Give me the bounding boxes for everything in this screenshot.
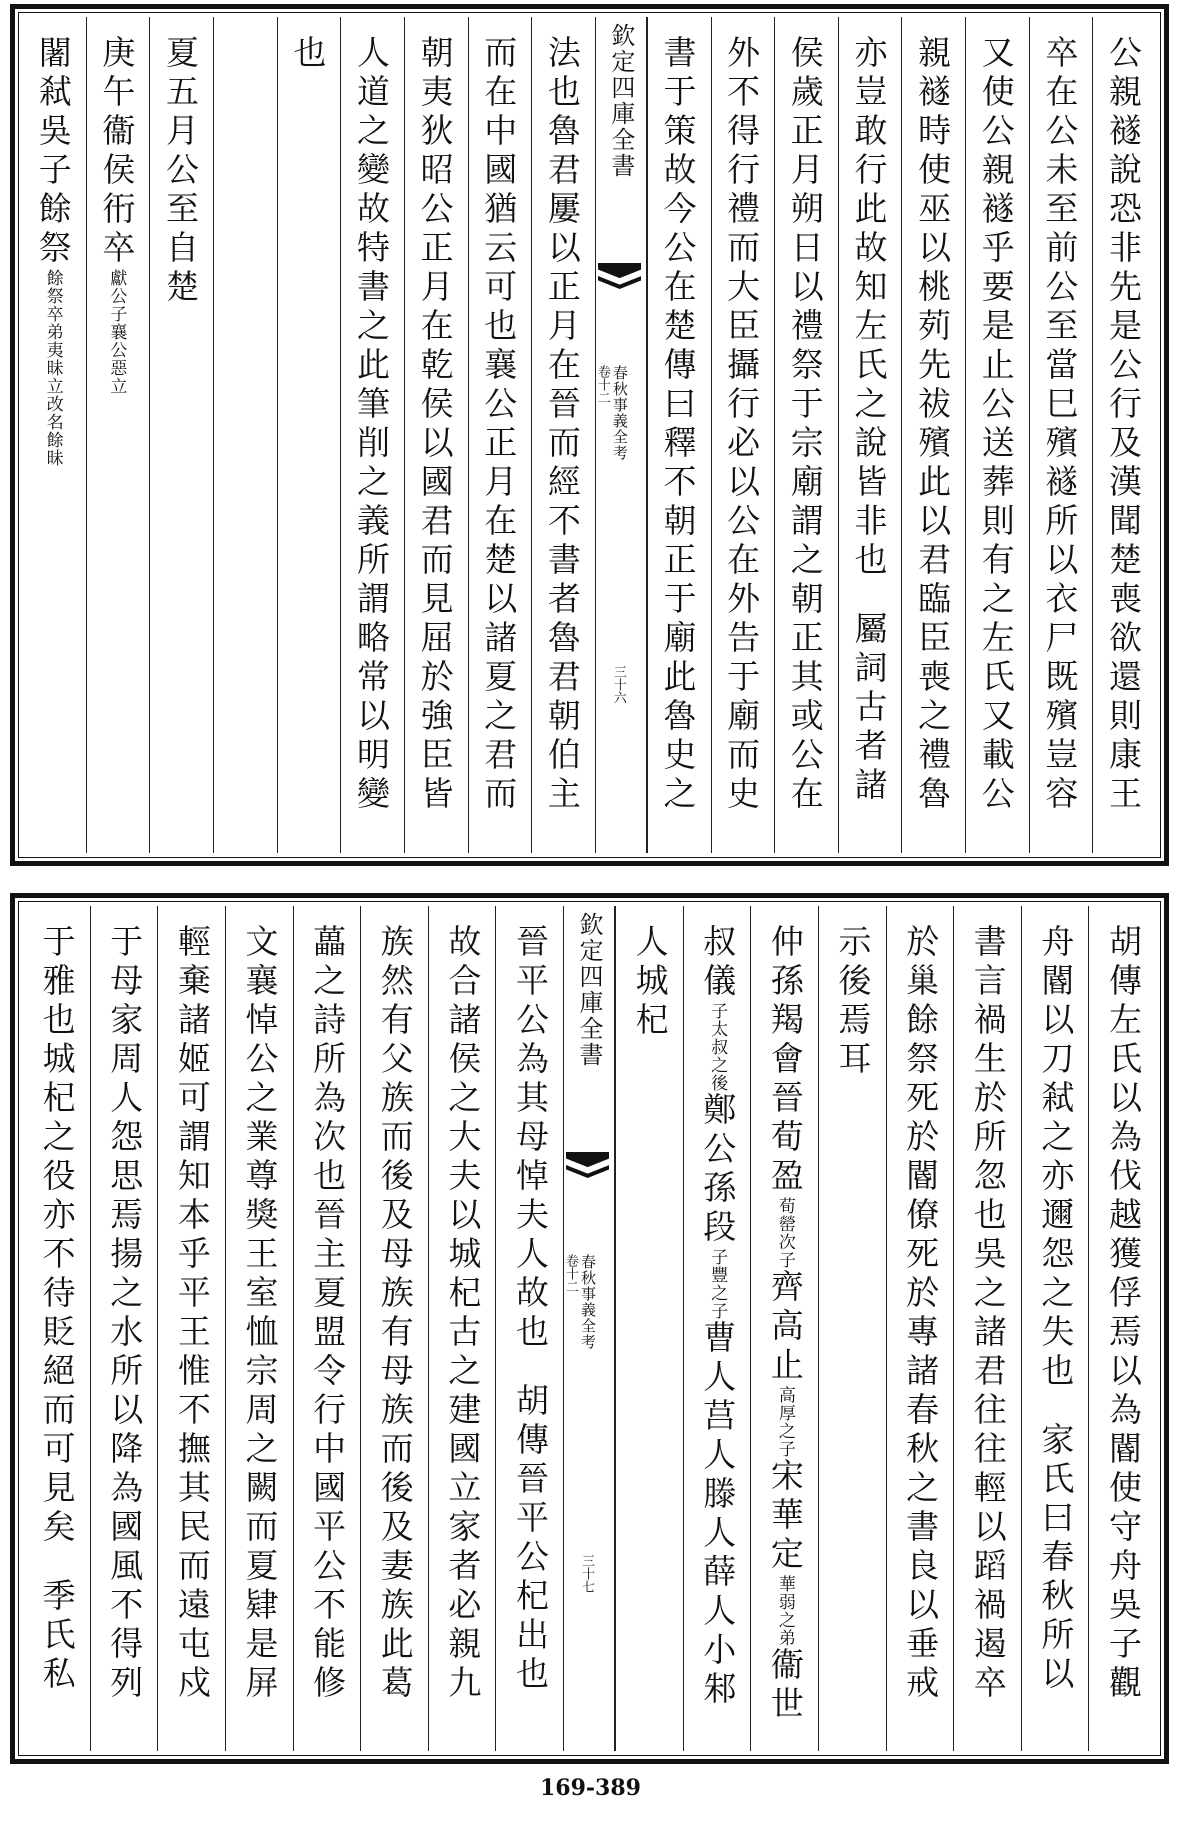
main-text: 也 bbox=[288, 35, 328, 74]
main-text: 親襚時使巫以桃茢先祓殯此以君臨臣喪之禮魯 bbox=[913, 35, 953, 815]
main-text: 宋華定 bbox=[765, 1458, 805, 1575]
bottom-columns bbox=[23, 906, 1156, 1751]
main-text: 夏五月公至自楚 bbox=[161, 35, 201, 308]
text-column bbox=[711, 17, 775, 853]
main-text: 衞世 bbox=[765, 1647, 805, 1725]
main-text: 於巢餘祭死於閽僚死於專諸春秋之書良以垂戒 bbox=[901, 924, 941, 1704]
text-column bbox=[683, 906, 751, 1751]
main-text: 人道之變故特書之此筆削之義所謂略常以明變 bbox=[351, 35, 391, 815]
text-column bbox=[901, 17, 965, 853]
main-text: 法也魯君屢以正月在晉而經不書者魯君朝伯主 bbox=[542, 35, 582, 815]
main-text: 庚午衞侯衎卒 bbox=[97, 35, 137, 269]
text-column bbox=[213, 17, 277, 853]
text-column bbox=[495, 906, 563, 1751]
volume-number: 卷十二 bbox=[594, 365, 610, 404]
main-text: 文襄悼公之業尊獎王室恤宗周之闕而夏肄是屏 bbox=[240, 924, 280, 1704]
text-column bbox=[149, 17, 213, 853]
fish-tail-mark-icon bbox=[566, 1152, 609, 1178]
collection-title: 欽定四庫全書 bbox=[575, 912, 603, 1068]
center-fold-strip bbox=[595, 17, 647, 853]
collection-title: 欽定四庫全書 bbox=[606, 23, 635, 179]
text-column bbox=[615, 906, 683, 1751]
book-title: 春秋事義全考 bbox=[579, 1254, 597, 1350]
main-text: 書言禍生於所忽也吳之諸君往往輕以蹈禍遏卒 bbox=[968, 924, 1008, 1704]
text-column bbox=[293, 906, 361, 1751]
main-text: 人城杞 bbox=[630, 924, 670, 1041]
main-text: 家氏曰春秋所以 bbox=[1036, 1422, 1076, 1695]
main-text: 書于策故今公在楚傳曰釋不朝正于廟此魯史之 bbox=[658, 35, 698, 815]
main-text: 示後焉耳 bbox=[833, 924, 873, 1080]
text-column bbox=[340, 17, 404, 853]
bottom-page-panel bbox=[10, 893, 1169, 1764]
folio-number: 三十六 bbox=[610, 665, 626, 704]
folio-number: 三十七 bbox=[579, 1554, 594, 1593]
text-column bbox=[647, 17, 711, 853]
text-column bbox=[774, 17, 838, 853]
text-column bbox=[838, 17, 902, 853]
top-columns bbox=[23, 17, 1156, 853]
interlinear-note: 子太叔之後 bbox=[707, 1002, 728, 1092]
main-text: 藟之詩所為次也晉主夏盟令行中國平公不能修 bbox=[308, 924, 348, 1704]
volume-number: 卷十二 bbox=[563, 1254, 578, 1293]
interlinear-note: 餘祭卒弟夷昧立改名餘昧 bbox=[42, 269, 63, 467]
main-text: 舟閽以刀弒之亦邇怨之失也 bbox=[1036, 924, 1076, 1392]
text-column bbox=[750, 906, 818, 1751]
main-text: 闍弒吳子餘祭 bbox=[33, 35, 73, 269]
main-text: 鄭公孫段 bbox=[698, 1092, 738, 1248]
text-column bbox=[886, 906, 954, 1751]
page-number: 169-389 bbox=[540, 1775, 641, 1801]
main-text: 故合諸侯之大夫以城杞古之建國立家者必親九 bbox=[443, 924, 483, 1704]
text-column bbox=[404, 17, 468, 853]
main-text: 胡傳晉平公杞出也 bbox=[511, 1383, 550, 1695]
center-fold-strip bbox=[563, 906, 615, 1751]
main-text: 侯歲正月朔日以禮祭于宗廟謂之朝正其或公在 bbox=[785, 35, 825, 815]
interlinear-note: 獻公子襄公惡立 bbox=[106, 269, 127, 395]
main-text: 曹人莒人滕人薛人小邾 bbox=[698, 1320, 738, 1710]
main-text: 亦豈敢行此故知左氏之說皆非也 bbox=[849, 35, 889, 581]
text-column bbox=[277, 17, 341, 853]
interlinear-note: 華弱之弟 bbox=[774, 1575, 795, 1647]
main-text: 齊高止 bbox=[765, 1269, 805, 1386]
main-text: 輕棄諸姬可謂知本乎平王惟不撫其民而遠屯戍 bbox=[172, 924, 212, 1704]
main-text: 外不得行禮而大臣攝行必以公在外告于廟而史 bbox=[722, 35, 762, 815]
interlinear-note: 高厚之子 bbox=[774, 1386, 795, 1458]
main-text: 于雅也城杞之役亦不待貶絕而可見矣 bbox=[37, 924, 77, 1548]
main-text: 叔儀 bbox=[698, 924, 738, 1002]
text-column bbox=[965, 17, 1029, 853]
main-text: 公親襚說恐非先是公行及漢聞楚喪欲還則康王 bbox=[1104, 35, 1143, 815]
main-text: 季氏私 bbox=[37, 1578, 77, 1695]
main-text: 屬詞古者諸 bbox=[849, 611, 889, 806]
text-column bbox=[86, 17, 150, 853]
main-text: 晉平公為其母悼夫人故也 bbox=[511, 924, 550, 1353]
text-column bbox=[468, 17, 532, 853]
text-column bbox=[23, 17, 86, 853]
main-text: 胡傳左氏以為伐越獲俘焉以為閽使守舟吳子觀 bbox=[1104, 924, 1143, 1704]
text-column bbox=[360, 906, 428, 1751]
text-column bbox=[428, 906, 496, 1751]
text-column bbox=[1092, 17, 1156, 853]
text-column bbox=[1088, 906, 1156, 1751]
main-text: 卒在公未至前公至當巳殯襚所以衣尸既殯豈容 bbox=[1040, 35, 1080, 815]
main-text: 族然有父族而後及母族有母族而後及妻族此葛 bbox=[375, 924, 415, 1704]
text-column bbox=[23, 906, 90, 1751]
interlinear-note: 子豐之子 bbox=[707, 1248, 728, 1320]
book-title: 春秋事義全考 bbox=[610, 365, 629, 461]
text-column bbox=[157, 906, 225, 1751]
fish-tail-mark-icon bbox=[598, 263, 641, 289]
main-text: 又使公親襚乎要是止公送葬則有之左氏又載公 bbox=[976, 35, 1016, 815]
text-column bbox=[531, 17, 595, 853]
text-column bbox=[90, 906, 158, 1751]
text-column bbox=[225, 906, 293, 1751]
text-column bbox=[1021, 906, 1089, 1751]
text-column bbox=[818, 906, 886, 1751]
text-column bbox=[953, 906, 1021, 1751]
main-text: 而在中國猶云可也襄公正月在楚以諸夏之君而 bbox=[479, 35, 519, 815]
interlinear-note: 荀罃次子 bbox=[774, 1197, 795, 1269]
main-text: 于母家周人怨思焉揚之水所以降為國風不得列 bbox=[105, 924, 145, 1704]
main-text: 朝夷狄昭公正月在乾侯以國君而見屈於強臣皆 bbox=[415, 35, 455, 815]
top-page-panel bbox=[10, 4, 1169, 866]
main-text: 仲孫羯會晉荀盈 bbox=[765, 924, 805, 1197]
text-column bbox=[1029, 17, 1093, 853]
